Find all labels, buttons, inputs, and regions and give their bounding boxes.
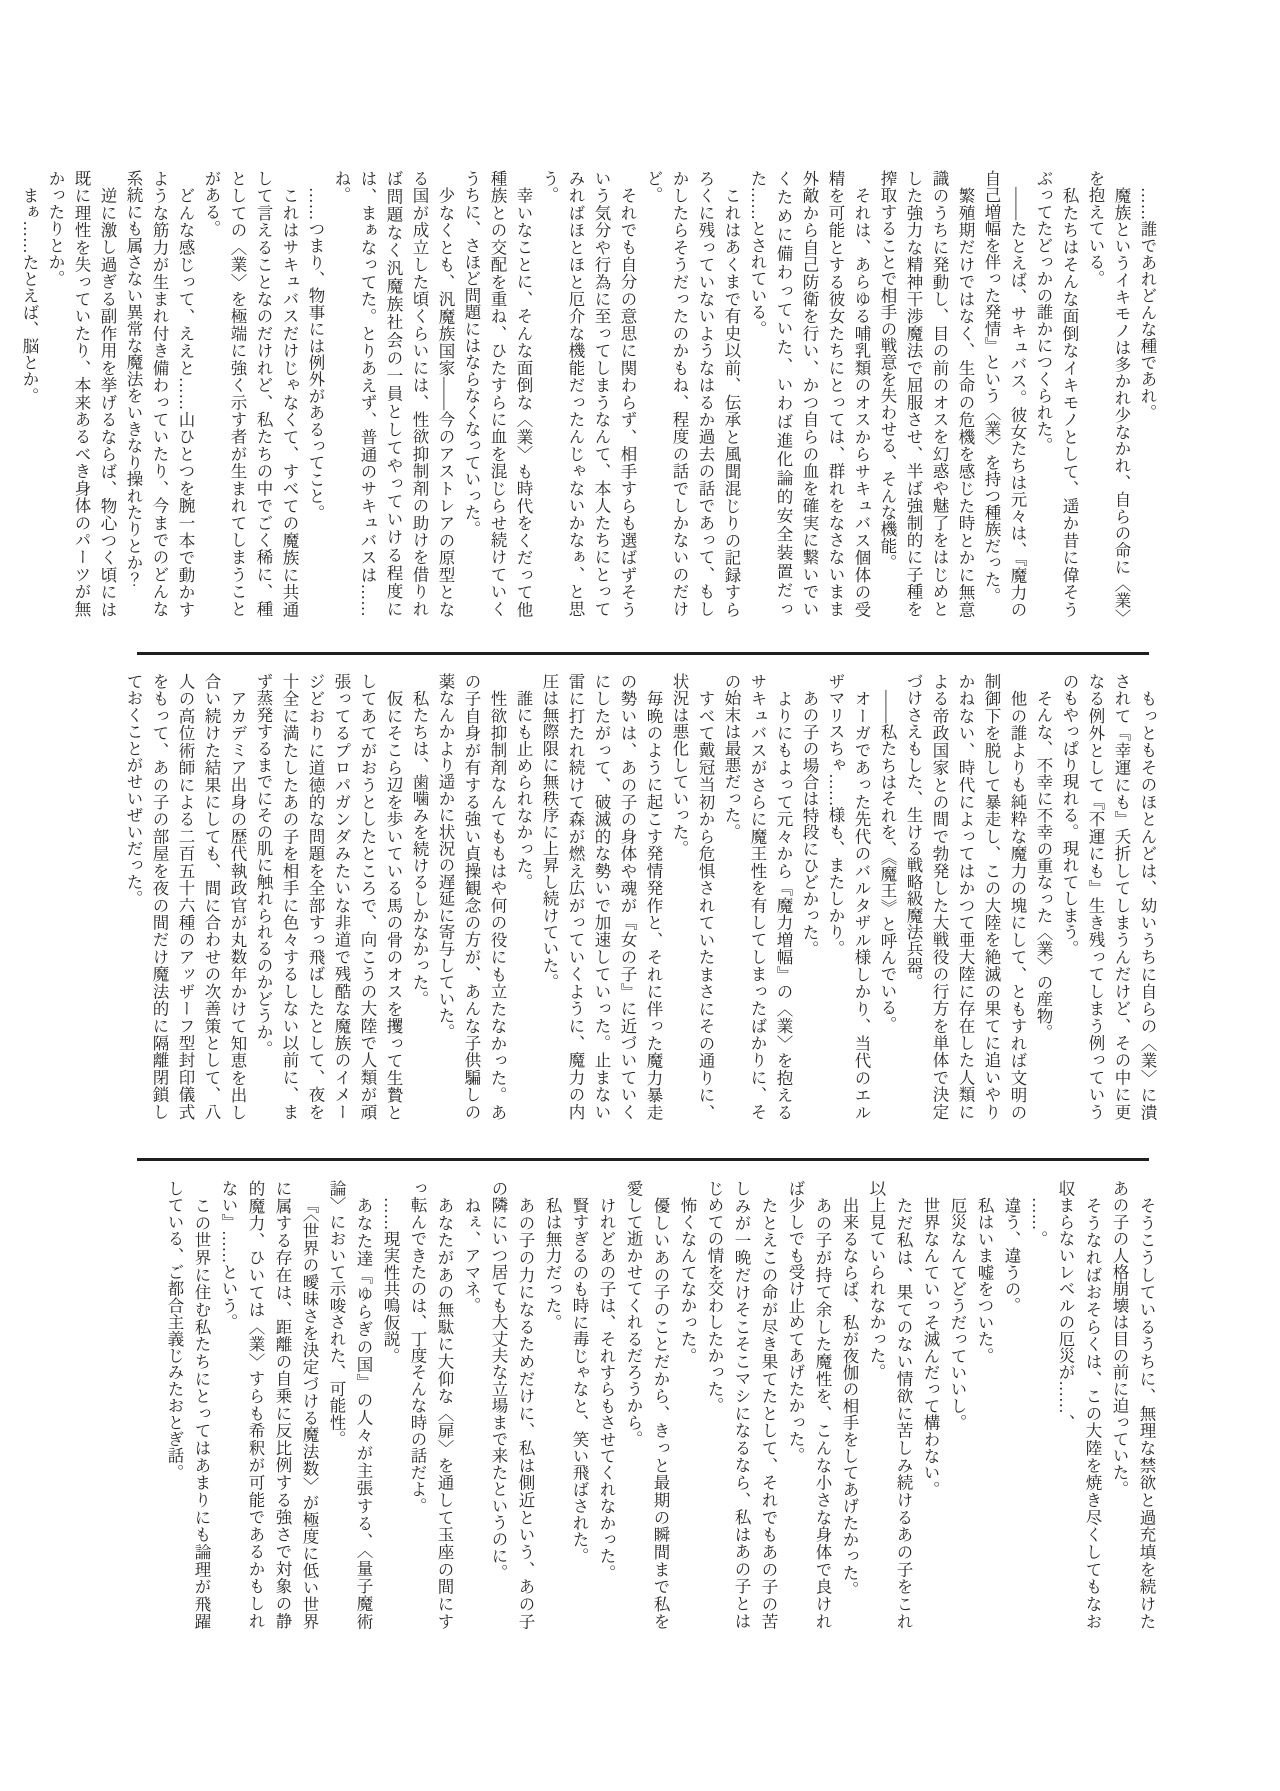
paragraph: よりにもよって元々から『魔力増幅』の〈業〉を抱えるサキュバスがさらに魔王性を有してしまったばかりに、その始末は最悪だった。 xyxy=(722,673,793,1120)
paragraph: 賢すぎるのも時に毒じゃなと、笑い飛ばされた。 xyxy=(570,1196,589,1564)
paragraph: 世界なんていっそ滅んだって構わない。 xyxy=(921,1196,940,1498)
text-block-bottom xyxy=(161,1180,1160,1629)
paragraph: ……現実性共鳴仮説。 xyxy=(381,1196,400,1364)
paragraph: オーガであった先代のバルタザル様しかり、当代のエルザマリスちゃ……様も、またしかり。 xyxy=(826,673,871,1120)
section-divider xyxy=(137,652,1149,655)
paragraph: あの子の力になるためだけに、私は側近という、あの子の隣にいつ居ても大丈夫な立場まで来たというのに。 xyxy=(489,1180,535,1629)
paragraph: 繁殖期だけではなく、生命の危機を感じた時とかに無意識のうちに発動し、目の前のオスを幻惑や魅了をはじめとした強力な精神干渉魔法で屈服させ、半ば強制的に子種を搾取することで相手の戦意を失わせる、そんな機能。 xyxy=(878,170,975,617)
paragraph: ねぇ、アマネ。 xyxy=(462,1196,481,1314)
paragraph: 誰にも止められなかった。 xyxy=(514,689,533,890)
paragraph: ただ私は、果てのない情欲に苦しみ続けるあの子をこれ以上見ていられなかった。 xyxy=(867,1180,913,1629)
paragraph: あの子の場合は特段にひどかった。 xyxy=(800,689,819,957)
paragraph: たとえこの命が尽き果てたとして、それでもあの子の苦しみが一晩だけそこそこマシになるなら、私はあの子とはじめての情を交わしたかった。 xyxy=(705,1180,778,1629)
paragraph: ……誰であれどんな種であれ。 xyxy=(1138,186,1157,421)
paragraph: まぁ……たとえば、脳とか。 xyxy=(20,186,39,404)
paragraph: 怖くなんてなかった。 xyxy=(678,1196,697,1364)
paragraph: すべて戴冠当初から危惧されていたまさにその通りに、状況は悪化していった。 xyxy=(670,673,715,1120)
paragraph: あなた達『ゆらぎの国』の人々が主張する、〈量子魔術論〉において示唆された、可能性。 xyxy=(327,1180,373,1629)
paragraph: 優しいあの子のことだから、きっと最期の瞬間まで私を愛して逝かせてくれるだろうから。 xyxy=(624,1180,670,1629)
paragraph: 性欲抑制剤なんてももはや何の役にも立たなかった。あの子自身が有する強い貞操観念の方が、あんな子供騙しの薬なんかより遥かに状況の遅延に寄与していた。 xyxy=(436,673,507,1120)
paragraph: 他の誰よりも純粋な魔力の塊にして、ともすれば文明の制御下を脱して暴走し、この大陸を絶滅の果てに追いやりかねない、時代によってはかつて亜大陸に存在した人類による帝政国家との間で勃発した大戦役の行方を単体で決定づけさえもした、生ける戦略級魔法兵器。 xyxy=(904,673,1027,1120)
paragraph: アカデミア出身の歴代執政官が丸数年かけて知恵を出し合い続けた結果にしても、間に合わせの次善策として、八人の高位術師による二百五十六種のアッザーフ型封印儀式をもって、あの子の部屋を夜の間だけ魔法的に隔離閉鎖しておくことがせいぜいだった。 xyxy=(124,673,247,1120)
paragraph: もっともそのほとんどは、幼いうちに自らの〈業〉に潰されて『幸運にも』夭折してしまうんだけど、その中に更なる例外として『不運にも』生き残ってしまう例っていうのもやっぱり現れる。現れてしまう。 xyxy=(1060,673,1157,1120)
paragraph: 毎晩のように起こす発情発作と、それに伴った魔力暴走の勢いは、あの子の身体や魂が『女の子』に近づいていくにしたがって、破滅的な勢いで加速していった。止まない雷に打たれ続けて森が燃え広がっていくように、魔力の内圧は無際限に無秩序に上昇し続けていた。 xyxy=(540,673,663,1120)
paragraph: 魔族というイキモノは多かれ少なかれ、自らの命に〈業〉を抱えている。 xyxy=(1086,170,1131,617)
paragraph: これはサキュバスだけじゃなくて、すべての魔族に共通して言えることなのだけれど、私たちの中でごく稀に、種としての〈業〉を極端に強く示す者が生まれてしまうことがある。 xyxy=(202,170,299,617)
paragraph: ……。 xyxy=(1029,1196,1048,1247)
paragraph: 幸いなことに、そんな面倒な〈業〉も時代をくだって他種族との交配を重ね、ひたすらに血を混じらせ続けていくうちに、さほど問題にはならなくなっていった。 xyxy=(462,170,533,617)
paragraph: 少なくとも、汎魔族国家――今のアストレアの原型となる国が成立した頃くらいには、性欲抑制剤の助けを借りれば問題なく汎魔族社会の一員としてやっていける程度には、まぁなってた。とりあえず、普通のサキュバスは……ね。 xyxy=(332,170,455,617)
text-block-top xyxy=(16,170,1160,617)
paragraph: そうなればおそらくは、この大陸を焼き尽くしてもなお収まらないレベルの厄災が……、 xyxy=(1056,1180,1102,1629)
paragraph: この世界に住む私たちにとってはあまりにも論理が飛躍している、ご都合主義じみたおとぎ話。 xyxy=(165,1180,211,1629)
paragraph: これはあくまで有史以前、伝承と風聞混じりの記録すらろくに残っていないようなはるか過去の話であって、もしかしたらそうだったのかもね、程度の話でしかないのだけど。 xyxy=(644,170,741,617)
paragraph: ――たとえば、サキュバス。彼女たちは元々は、『魔力の自己増幅を伴った発情』という〈業〉を持つ種族だった。 xyxy=(982,170,1027,617)
paragraph: 『〈世界の曖昧さを決定づける魔法数〉が極度に低い世界に属する存在は、距離の自乗に反比例する強さで対象の静的魔力、ひいては〈業〉すらも希釈が可能であるかもしれない』……という。 xyxy=(219,1180,319,1629)
paragraph: 逆に激し過ぎる副作用を挙げるならば、物心つく頃には既に理性を失っていたり、本来あるべき身体のパーツが無かったりとか。 xyxy=(46,170,117,617)
paragraph: ――私たちはそれを、《魔王》と呼んでいる。 xyxy=(878,689,897,1032)
paragraph: それは、あらゆる哺乳類のオスからサキュバス個体の受精を可能とする彼女たちにとっては、群れをなさないまま外敵から自己防衛を行い、かつ自らの血を確実に繋いでいくために備わっていた、いわば進化論的安全装置だった……とされている。 xyxy=(748,170,871,617)
paragraph: 私たちはそんな面倒なイキモノとして、遥か昔に偉そうぶってたどっかの誰かにつくられた。 xyxy=(1034,170,1079,617)
paragraph: 私は無力だった。 xyxy=(543,1196,562,1331)
paragraph: ……つまり、物事には例外があるってこと。 xyxy=(306,186,325,521)
paragraph: 出来るならば、私が夜伽の相手をしてあげたかった。 xyxy=(840,1196,859,1598)
paragraph: 私はいま嘘をついた。 xyxy=(975,1196,994,1364)
paragraph: そうこうしているうちに、無理な禁欲と過充填を続けたあの子の人格崩壊は目の前に迫っていた。 xyxy=(1110,1180,1156,1629)
text-block-middle xyxy=(120,673,1160,1120)
paragraph: 違う、違うの。 xyxy=(1002,1196,1021,1314)
paragraph: それでも自分の意思に関わらず、相手すらも選ばずそういう気分や行為に至ってしまうなんて、本人たちにとってみればほとほと厄介な機能だったんじゃないかなぁ、と思う。 xyxy=(540,170,637,617)
paragraph: そんな、不幸に不幸の重なった〈業〉の産物。 xyxy=(1034,689,1053,1041)
paragraph: 厄災なんてどうだっていいし。 xyxy=(948,1196,967,1431)
paragraph: どんな感じって、ええと……山ひとつを腕一本で動かすような筋力が生まれ付き備わっていたり、今までのどんな系統にも属さない異常な魔法をいきなり操れたりとか？ xyxy=(124,170,195,617)
paragraph: 仮にそこら辺を歩いている馬の骨のオスを攫って生贄としてあてがおうとしたところで、向こうの大陸で人類が頑張ってるプロパガンダみたいな非道で残酷な魔族のイメージどおりに道徳的な問題を全部すっ飛ばしたとして、夜を十全に満たしたあの子を相手に色々するしない以前に、まず蒸発するまでにその肌に触れられるのかどうか。 xyxy=(254,673,403,1120)
paragraph: 私たちは、歯噛みを続けるしかなかった。 xyxy=(410,689,429,1007)
section-divider xyxy=(137,1158,1149,1161)
paragraph: あなたがあの無駄に大仰な〈扉〉を通して玉座の間にすっ転んできたのは、丁度そんな時の話だよ。 xyxy=(408,1180,454,1629)
paragraph: けれどあの子は、それすらもさせてくれなかった。 xyxy=(597,1196,616,1581)
paragraph: あの子が持て余した魔性を、こんな小さな身体で良ければ少しでも受け止めてあげたかった。 xyxy=(786,1180,832,1629)
